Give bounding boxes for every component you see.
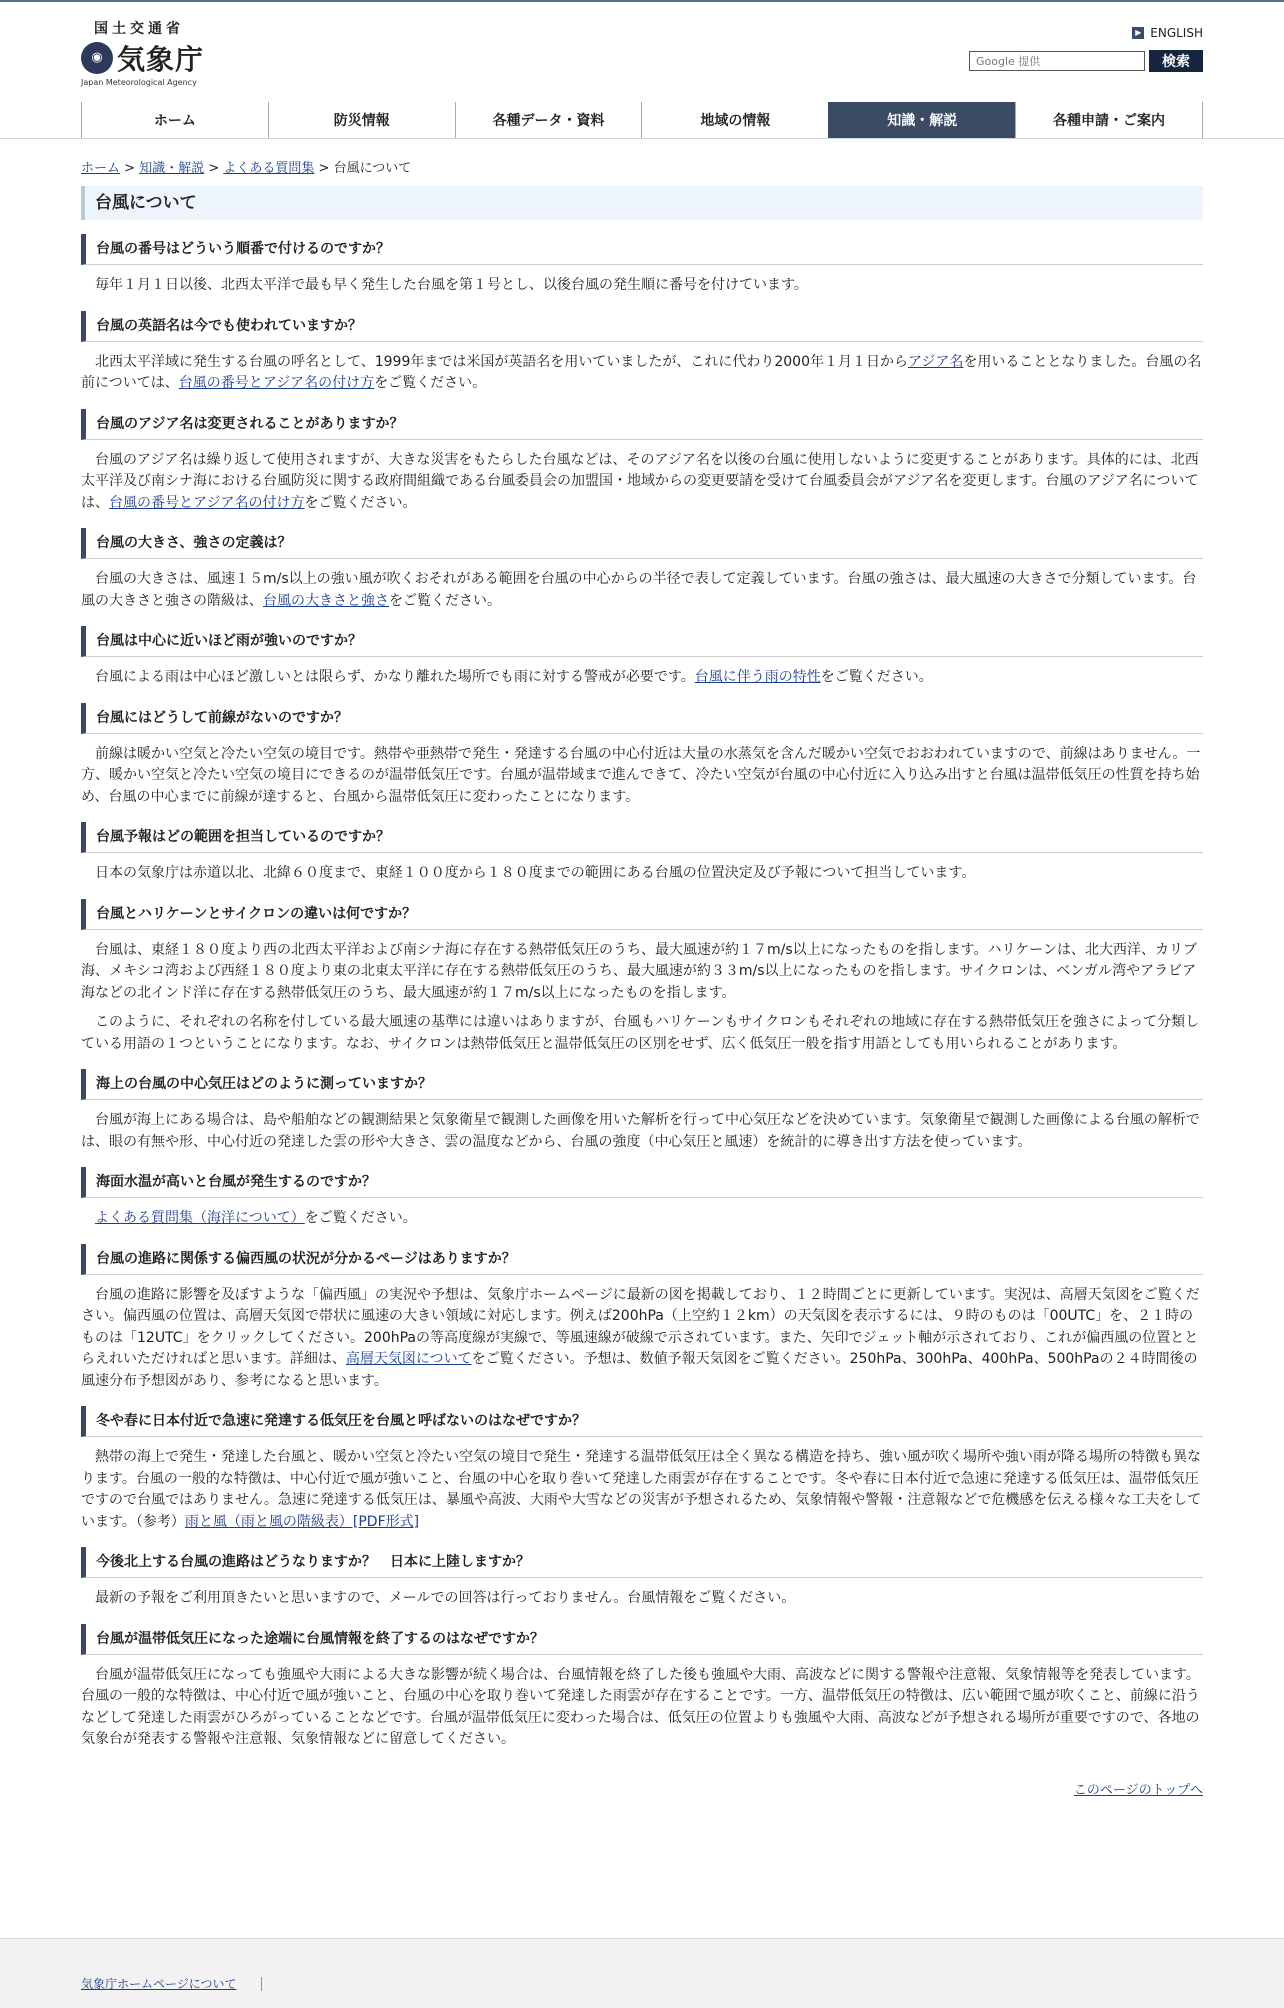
answer-text: を用いることとなりました。台風の名前については、 (81, 353, 1202, 391)
faq-question: 台風予報はどの範囲を担当しているのですか？ (81, 822, 1203, 853)
faq-question: 台風の大きさ、強さの定義は？ (81, 528, 1203, 559)
faq-answer (81, 1004, 1203, 1055)
footer-links (81, 1939, 1203, 1992)
breadcrumb-separator: > (204, 161, 224, 176)
answer-text: このように、それぞれの名称を付している最大風速の基準には違いはありますが、台風もハリケーンもサイクロンもそれぞれの地域に存在する熱帯低気圧を強さによって分類している用語の１つということになります。なお、サイクロンは熱帯低気圧と温帯低気圧の区別をせず、広く低気圧一般を指す用語としても用いられることがあります。 (81, 1014, 1200, 1052)
jma-logo[interactable] (81, 18, 211, 88)
breadcrumb-separator: > (120, 161, 140, 176)
faq-item (81, 1624, 1203, 1751)
site-footer (0, 1938, 1284, 2008)
answer-text: をご覧ください。 (389, 592, 501, 609)
answer-text: 台風の進路に影響を及ぼすような「偏西風」の実況や予想は、気象庁ホームページに最新の図を掲載しており、１２時間ごとに更新しています。実況は、高層天気図をご覧ください。偏西風の位置は、高層天気図で帯状に風速の大きい領域に対応します。例えば200hPa（上空約１２km）の天気図を表示するには、９時のものは「00UTC」を、２１時のものは「12UTC」をクリックしてください。200hPaの等高度線が実線で、等風速線が破線で示されています。また、矢印でジェット軸が示されており、これが偏西風の位置ととらえれいただければと思います。詳細は、 (81, 1286, 1200, 1367)
faq-item (81, 311, 1203, 395)
faq-item (81, 1069, 1203, 1153)
faq-answer (81, 1198, 1203, 1230)
faq-question: 海面水温が高いと台風が発生するのですか？ (81, 1167, 1203, 1198)
answer-link[interactable]: 台風に伴う雨の特性 (694, 669, 821, 685)
faq-item (81, 1547, 1203, 1610)
answer-text: をご覧ください。 (304, 1210, 417, 1226)
faq-item (81, 1406, 1203, 1533)
faq-item (81, 1244, 1203, 1393)
answer-text: をご覧ください。 (304, 494, 417, 511)
faq-item (81, 626, 1203, 689)
faq-answer (81, 657, 1203, 689)
ministry-name: 国土交通省 (94, 21, 184, 37)
agency-name: 気象庁 (117, 43, 205, 76)
breadcrumb-separator: > (314, 161, 334, 176)
site-search (969, 50, 1203, 72)
faq-question: 台風のアジア名は変更されることがありますか？ (81, 409, 1203, 440)
faq-question: 冬や春に日本付近で急速に発達する低気圧を台風と呼ばないのはなぜですか？ (81, 1406, 1203, 1437)
answer-text: をご覧ください。予想は、数値予報天気図をご覧ください。250hPa、300hPa、400hPa、500hPaの２４時間後の風速分布予想図があり、参考になると思います。 (81, 1351, 1198, 1389)
faq-answer (81, 342, 1203, 395)
breadcrumb-home[interactable]: ホーム (81, 161, 121, 176)
faq-item (81, 1167, 1203, 1230)
faq-answer (81, 853, 1203, 885)
faq-question: 今後北上する台風の進路はどうなりますか？ 日本に上陸しますか？ (81, 1547, 1203, 1578)
site-header (81, 2, 1203, 98)
faq-answer (81, 930, 1203, 1005)
breadcrumb (81, 157, 1203, 176)
answer-link[interactable]: 台風の番号とアジア名の付け方 (109, 494, 305, 511)
nav-item[interactable]: 各種データ・資料 (455, 102, 642, 138)
faq-item (81, 409, 1203, 515)
page-title: 台風について (81, 186, 1203, 220)
footer-about-link[interactable]: 気象庁ホームページについて (81, 1977, 262, 1991)
main-content (81, 186, 1203, 1751)
answer-text: 台風の大きさは、風速１５m/s以上の強い風が吹くおそれがある範囲を台風の中心からの半径で表して定義しています。台風の強さは、最大風速の大きさで分類しています。台風の大きさと強さの階級は、 (81, 571, 1197, 609)
faq-answer (81, 734, 1203, 809)
faq-question: 海上の台風の中心気圧はどのように測っていますか？ (81, 1069, 1203, 1100)
answer-link[interactable]: 高層天気図について (345, 1351, 472, 1367)
faq-question: 台風は中心に近いほど雨が強いのですか？ (81, 626, 1203, 657)
answer-text: をご覧ください。 (374, 375, 487, 391)
answer-text: 毎年１月１日以後、北西太平洋で最も早く発生した台風を第１号とし、以後台風の発生順に番号を付けています。 (95, 277, 808, 293)
faq-list (81, 234, 1203, 1751)
faq-item (81, 899, 1203, 1056)
nav-item[interactable]: 防災情報 (268, 102, 455, 138)
answer-link[interactable]: アジア名 (907, 353, 964, 370)
answer-link[interactable]: よくある質問集（海洋について） (95, 1210, 305, 1226)
faq-item (81, 528, 1203, 612)
nav-item[interactable]: 各種申請・ご案内 (1015, 102, 1203, 138)
faq-answer (81, 559, 1203, 612)
english-link-label: ENGLISH (1150, 26, 1203, 40)
breadcrumb-knowledge[interactable]: 知識・解説 (139, 161, 205, 176)
search-button[interactable]: 検索 (1149, 50, 1203, 72)
answer-text: 最新の予報をご利用頂きたいと思いますので、メールでの回答は行っておりません。台風情報をご覧ください。 (95, 1590, 796, 1606)
faq-question: 台風の英語名は今でも使われていますか？ (81, 311, 1203, 342)
faq-answer (81, 440, 1203, 515)
answer-text: 北西太平洋域に発生する台風の呼名として、1999年までは米国が英語名を用いていましたが、これに代わり2000年１月１日から (95, 353, 908, 370)
faq-answer (81, 265, 1203, 297)
global-nav (81, 98, 1203, 138)
faq-answer (81, 1275, 1203, 1393)
faq-answer (81, 1578, 1203, 1610)
faq-answer (81, 1100, 1203, 1153)
answer-link[interactable]: 台風の大きさと強さ (263, 592, 389, 609)
answer-text: 台風による雨は中心ほど激しいとは限らず、かなり離れた場所でも雨に対する警戒が必要です。 (95, 669, 695, 685)
answer-text: をご覧ください。 (820, 669, 933, 685)
answer-text: 日本の気象庁は赤道以北、北緯６０度まで、東経１００度から１８０度までの範囲にある台風の位置決定及び予報について担当しています。 (95, 865, 976, 881)
answer-text: 熱帯の海上で発生・発達した台風と、暖かい空気と冷たい空気の境目で発生・発達する温帯低気圧は全く異なる構造を持ち、強い風が吹く場所や強い雨が降る場所の特徴も異なります。台風の一般的な特徴は、中心付近で風が強いこと、台風の中心を取り巻いて発達した雨雲が存在することです。冬や春に日本付近で急速に発達する低気圧は、温帯低気圧ですので台風ではありません。急速に発達する低気圧は、暴風や高波、大雨や大雪などの災害が予想されるため、気象情報や警報・注意報などで危機感を伝える様々な工夫をしています。（参考） (81, 1449, 1202, 1530)
answer-text: 台風が温帯低気圧になっても強風や大雨による大きな影響が続く場合は、台風情報を終了した後も強風や大雨、高波などに関する警報や注意報、気象情報等を発表しています。台風の一般的な特徴は、中心付近で風が強いこと、台風の中心を取り巻いて発達した雨雲が存在することです。一方、温帯低気圧の特徴は、広い範囲で風が吹くこと、前線に沿うなどして発達した雨雲がひろがっていることなどです。台風が温帯低気圧に変わった場合は、低気圧の位置よりも強風や大雨、高波などが予想される場所が重要ですので、各地の気象台が発表する警報や注意報、気象情報などに留意してください。 (81, 1666, 1200, 1747)
nav-item[interactable]: ホーム (81, 102, 268, 138)
search-input[interactable] (969, 51, 1145, 71)
faq-question: 台風にはどうして前線がないのですか？ (81, 703, 1203, 734)
answer-link[interactable]: 台風の番号とアジア名の付け方 (178, 375, 375, 391)
faq-question: 台風の進路に関係する偏西風の状況が分かるページはありますか？ (81, 1244, 1203, 1275)
faq-item (81, 234, 1203, 297)
faq-answer (81, 1437, 1203, 1533)
global-nav-wrapper (0, 98, 1284, 139)
faq-question: 台風とハリケーンとサイクロンの違いは何ですか？ (81, 899, 1203, 930)
answer-text: 台風のアジア名は繰り返して使用されますが、大きな災害をもたらした台風などは、そのアジア名を以後の台風に使用しないように変更することがあります。具体的には、北西太平洋及び南シナ海における台風防災に関する政府間組織である台風委員会の加盟国・地域からの変更要請を受けて台風委員会がアジア名を変更します。台風のアジア名については、 (81, 451, 1199, 511)
answer-text: 台風は、東経１８０度より西の北西太平洋および南シナ海に存在する熱帯低気圧のうち、最大風速が約１７m/s以上になったものを指します。ハリケーンは、北大西洋、カリブ海、メキシコ湾および西経１８０度より東の北東太平洋に存在する熱帯低気圧のうち、最大風速が約３３m/s以上になったものを指します。サイクロンは、ベンガル湾やアラビア海などの北インド洋に存在する熱帯低気圧のうち、最大風速が約１７m/s以上になったものを指します。 (81, 941, 1197, 1001)
faq-item (81, 822, 1203, 885)
answer-link[interactable]: 雨と風（雨と風の階級表）[PDF形式] (184, 1513, 420, 1530)
english-link[interactable] (1132, 26, 1203, 40)
answer-text: 前線は暖かい空気と冷たい空気の境目です。熱帯や亜熱帯で発生・発達する台風の中心付近は大量の水蒸気を含んだ暖かい空気でおおわれていますので、前線はありません。一方、暖かい空気と冷たい空気の境目にできるのが温帯低気圧です。台風が温帯域まで進んできて、冷たい空気が台風の中心付近に入り込み出すと台風は温帯低気圧の性質を持ち始め、台風の中心までに前線が達すると、台風から温帯低気圧に変わったことになります。 (81, 745, 1201, 805)
agency-name-en: Japan Meteorological Agency (81, 78, 197, 87)
faq-question: 台風が温帯低気圧になった途端に台風情報を終了するのはなぜですか？ (81, 1624, 1203, 1655)
page-top-link[interactable]: このページのトップへ (1073, 1782, 1203, 1798)
faq-item (81, 703, 1203, 809)
page-top-link-wrap (81, 1779, 1203, 1798)
arrow-right-icon: ▶ (1132, 27, 1144, 39)
faq-answer (81, 1655, 1203, 1751)
faq-question: 台風の番号はどういう順番で付けるのですか？ (81, 234, 1203, 265)
nav-item[interactable]: 地域の情報 (641, 102, 828, 138)
jma-emblem-icon: ◉ (81, 42, 113, 74)
breadcrumb-current: 台風について (333, 161, 412, 176)
nav-item[interactable]: 知識・解説 (828, 102, 1015, 138)
answer-text: 台風が海上にある場合は、島や船舶などの観測結果と気象衛星で観測した画像を用いた解析を行って中心気圧などを決めています。気象衛星で観測した画像による台風の解析では、眼の有無や形、中心付近の発達した雲の形や大きさ、雲の温度などから、台風の強度（中心気圧と風速）を統計的に導き出す方法を使っています。 (81, 1112, 1200, 1150)
breadcrumb-faq[interactable]: よくある質問集 (223, 161, 315, 176)
